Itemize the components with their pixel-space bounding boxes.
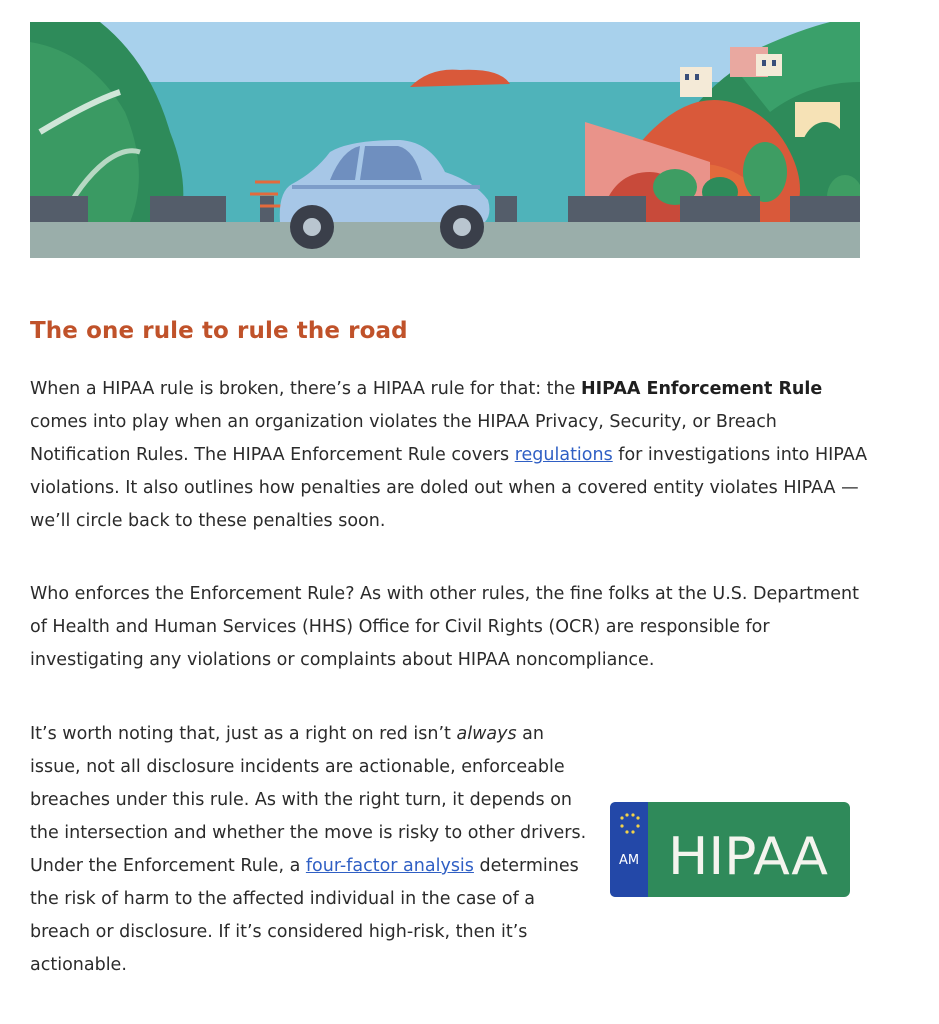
paragraph-who-enforces: Who enforces the Enforcement Rule? As with other rules, the fine folks at the U.S. Department of Health and Human Services (HHS) Office for Civil Rights (OCR) are responsible for investigating any violations or complaints about HIPAA noncompliance. <box>30 584 859 670</box>
p1-text-3: for investigations into HIPAA violations. It also outlines how penalties are doled out when a covered entity violates HIPAA — we’ll circle back to these penalties soon. <box>30 445 868 531</box>
p1-text-2: comes into play when an organization violates the HIPAA Privacy, Security, or Breach Notification Rules. The HIPAA Enforcement Rule covers <box>30 412 777 465</box>
license-plate-illustration <box>610 802 850 897</box>
paragraph-enforcement-rule <box>30 373 870 538</box>
plate-text: HIPAA <box>668 827 829 887</box>
p3-text-3: determines the risk of harm to the affected individual in the case of a breach or disclosure. If it’s considered high-risk, then it’s actionable. <box>30 856 579 975</box>
four-factor-analysis-link[interactable]: four-factor analysis <box>305 856 474 876</box>
plate-code: AM <box>618 853 640 868</box>
always-italic: always <box>456 724 517 744</box>
p3-text-2: an issue, not all disclosure incidents are actionable, enforceable breaches under this rule. As with the right turn, it depends on the intersection and whether the move is risky to other drivers. Under the Enforcement Rule, a <box>30 724 587 876</box>
regulations-link[interactable]: regulations <box>514 445 613 465</box>
enforcement-rule-bold: HIPAA Enforcement Rule <box>580 379 823 399</box>
license-plate-icon <box>610 802 850 897</box>
hero-illustration <box>30 22 860 258</box>
coastal-road-car-icon <box>30 22 860 258</box>
article-heading: The one rule to rule the road <box>30 318 408 344</box>
paragraph-four-factor <box>30 718 590 982</box>
p1-text-1: When a HIPAA rule is broken, there’s a HIPAA rule for that: the <box>30 379 581 399</box>
p3-text-1: It’s worth noting that, just as a right on red isn’t <box>30 724 457 744</box>
